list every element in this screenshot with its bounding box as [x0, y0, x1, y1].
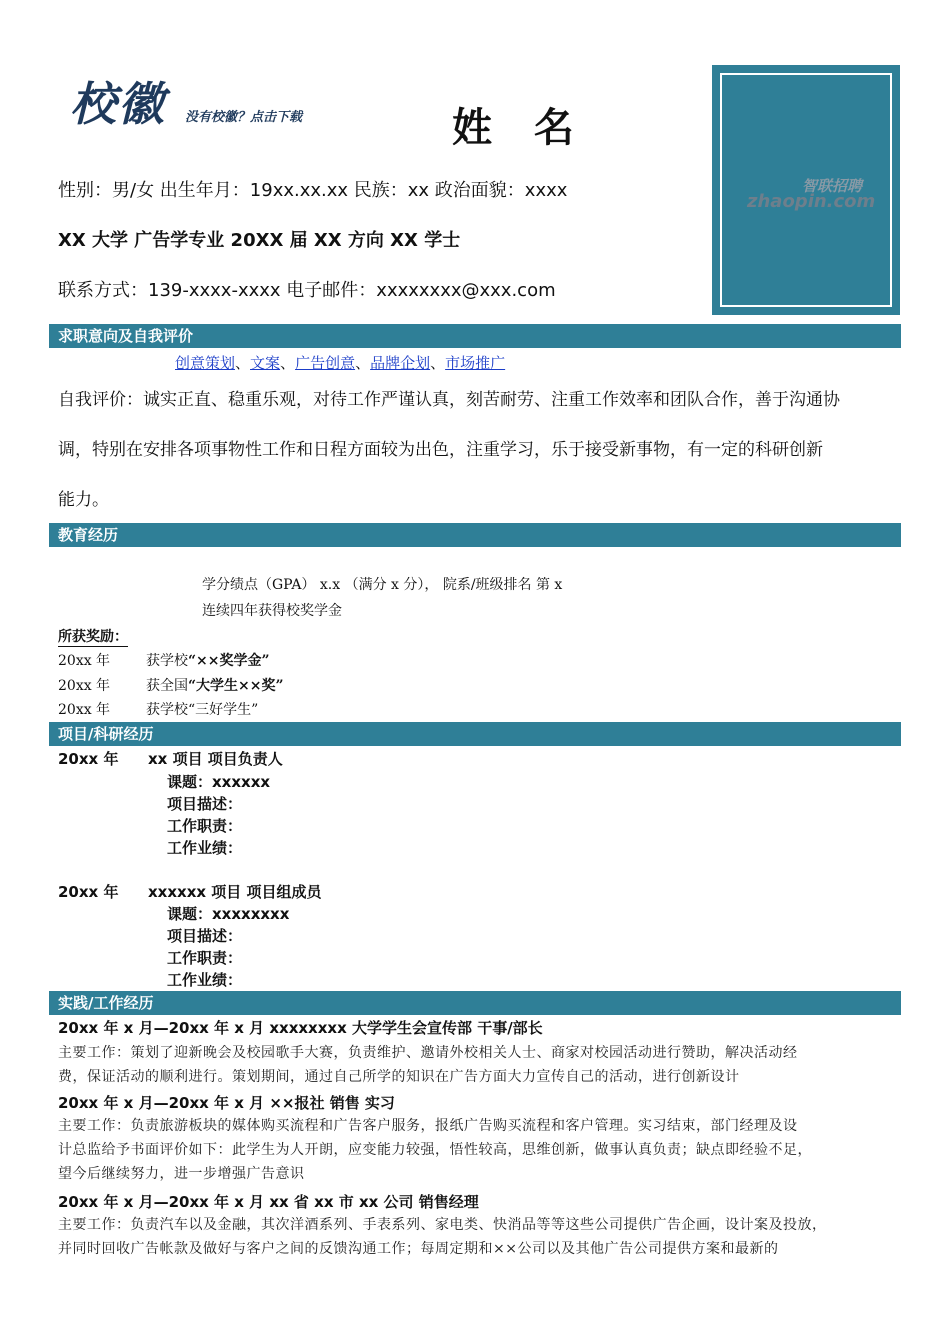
intent-sep: 、: [355, 354, 371, 372]
award-name: “三好学生”: [188, 702, 259, 718]
section-header-education: 教育经历: [49, 523, 901, 547]
practice-line: 主要工作：负责汽车以及金融，其次洋酒系列、手表系列、家电类、快消品等等这些公司提供广告企画，设计案及投放，: [58, 1217, 827, 1233]
award-item: [58, 675, 284, 695]
award-prefix: 获学校: [146, 702, 188, 718]
project-duty-label: 工作职责：: [167, 817, 243, 835]
practice-heading: 20xx 年 x 月—20xx 年 x 月 ××报社 销售 实习: [58, 1094, 395, 1112]
personal-info-line: 性别：男/女 出生年月：19xx.xx.xx 民族：xx 政治面貌：xxxx: [58, 180, 568, 201]
award-name: “××奖学金”: [188, 653, 270, 669]
project-topic: 课题：xxxxxxxx: [167, 905, 290, 923]
award-year: 20xx 年: [58, 653, 111, 669]
intent-sep: 、: [235, 354, 251, 372]
intent-link-3[interactable]: 广告创意: [295, 354, 356, 372]
school-logo-text: 校徽: [70, 77, 166, 131]
candidate-name: 姓 名: [452, 105, 588, 151]
project-result-label: 工作业绩：: [167, 971, 243, 989]
project-year: 20xx 年: [58, 750, 119, 768]
intent-sep: 、: [280, 354, 296, 372]
practice-line: 望今后继续努力，进一步增强广告意识: [58, 1166, 305, 1182]
logo-download-hint[interactable]: 没有校徽？点击下载: [185, 110, 303, 125]
project-duty-label: 工作职责：: [167, 949, 243, 967]
practice-description: [58, 1041, 900, 1089]
intent-sep: 、: [430, 354, 446, 372]
project-topic: 课题：xxxxxx: [167, 773, 271, 791]
practice-line: 并同时回收广告帐款及做好与客户之间的反馈沟通工作；每周定期和××公司以及其他广告公司提供方案和最新的: [58, 1241, 779, 1257]
award-prefix: 获全国: [146, 678, 188, 694]
project-title: xx 项目 项目负责人: [148, 750, 283, 768]
job-intent-links: [175, 352, 505, 373]
project-desc-label: 项目描述：: [167, 927, 243, 945]
practice-line: 费，保证活动的顺利进行。策划期间，通过自己所学的知识在广告方面大力宣传自己的活动，进行创新设计: [58, 1069, 740, 1085]
self-eval-line: 调，特别在安排各项事物性工作和日程方面较为出色，注重学习，乐于接受新事物，有一定的科研创新: [58, 440, 823, 460]
award-item: [58, 650, 270, 670]
section-header-projects: 项目/科研经历: [49, 722, 901, 746]
intent-link-2[interactable]: 文案: [250, 354, 281, 372]
practice-heading: 20xx 年 x 月—20xx 年 x 月 xx 省 xx 市 xx 公司 销售经理: [58, 1193, 479, 1211]
practice-line: 主要工作：负责旅游板块的媒体购买流程和广告客户服务，报纸广告购买流程和客户管理。实习结束，部门经理及设: [58, 1118, 798, 1134]
project-title: xxxxxx 项目 项目组成员: [148, 883, 322, 901]
practice-line: 计总监给予书面评价如下：此学生为人开朗，应变能力较强，悟性较高，思维创新，做事认真负责；缺点即经验不足，: [58, 1142, 812, 1158]
practice-description: [58, 1114, 900, 1186]
section-header-practice: 实践/工作经历: [49, 991, 901, 1015]
watermark-cn: 智联招聘: [802, 177, 863, 195]
photo-placeholder[interactable]: [712, 65, 900, 315]
gpa-line: 学分绩点（GPA） x.x （满分 x 分）， 院系/班级排名 第 x: [202, 577, 563, 593]
contact-info-line: 联系方式：139-xxxx-xxxx 电子邮件：xxxxxxxx@xxx.com: [58, 280, 556, 301]
practice-heading: 20xx 年 x 月—20xx 年 x 月 xxxxxxxx 大学学生会宣传部 干事/部长: [58, 1019, 543, 1037]
watermark-en: zhaopin.com: [747, 191, 876, 212]
scholarship-line: 连续四年获得校奖学金: [202, 603, 342, 619]
awards-title: 所获奖励：: [58, 626, 128, 647]
practice-line: 主要工作：策划了迎新晚会及校园歌手大赛，负责维护、邀请外校相关人士、商家对校园活动进行赞助，解决活动经: [58, 1045, 798, 1061]
award-item: [58, 699, 258, 719]
award-year: 20xx 年: [58, 702, 111, 718]
section-header-intent: 求职意向及自我评价: [49, 324, 901, 348]
education-summary-line: XX 大学 广告学专业 20XX 届 XX 方向 XX 学士: [58, 230, 461, 251]
intent-link-1[interactable]: 创意策划: [175, 354, 236, 372]
photo-inner-border: [720, 73, 892, 307]
project-result-label: 工作业绩：: [167, 839, 243, 857]
intent-link-4[interactable]: 品牌企划: [370, 354, 431, 372]
award-prefix: 获学校: [146, 653, 188, 669]
project-year: 20xx 年: [58, 883, 119, 901]
award-name: “大学生××奖”: [188, 678, 284, 694]
intent-link-5[interactable]: 市场推广: [445, 354, 506, 372]
award-year: 20xx 年: [58, 678, 111, 694]
project-desc-label: 项目描述：: [167, 795, 243, 813]
practice-description: [58, 1213, 900, 1261]
self-eval-line: 自我评价：诚实正直、稳重乐观，对待工作严谨认真，刻苦耐劳、注重工作效率和团队合作，善于沟通协: [58, 390, 840, 410]
self-evaluation: [58, 375, 898, 525]
self-eval-line: 能力。: [58, 490, 109, 510]
